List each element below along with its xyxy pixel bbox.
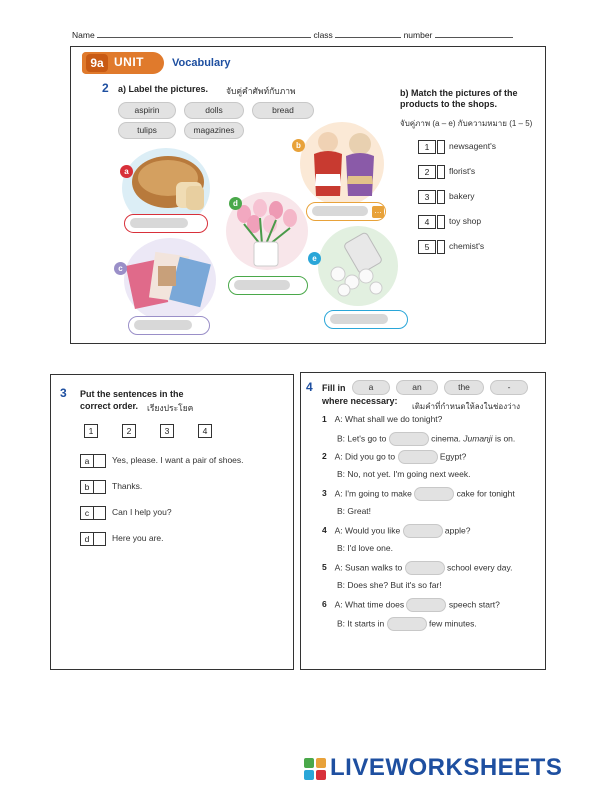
item-3-a — [322, 487, 515, 501]
dialogue-text: No, not yet. I'm going next week. — [347, 469, 471, 479]
dialogue-text: cinema. — [431, 433, 461, 444]
option-pill: an — [396, 380, 438, 395]
part-a-thai: จับคู่คำศัพท์กับภาพ — [226, 86, 296, 96]
part-b-instruction: b) Match the pictures of the products to the shops. — [400, 88, 518, 109]
unit-number: 9a — [86, 54, 108, 72]
shop-name: newsagent's — [449, 141, 496, 151]
shop-answer-box[interactable] — [437, 240, 445, 254]
magazines-image — [126, 244, 214, 316]
option-pill: a — [352, 380, 390, 395]
dialogue-text: Does she? But it's so far! — [347, 580, 442, 590]
speaker-label: A: — [334, 562, 343, 573]
unit-badge — [82, 52, 164, 74]
sentence-letter: a — [80, 454, 94, 468]
fill-blank[interactable] — [414, 487, 454, 501]
dialogue-text: school every day. — [446, 562, 513, 573]
answer-box-c[interactable] — [128, 316, 210, 335]
dialogue-text: speech start? — [448, 599, 500, 610]
picture-letter-b: b — [292, 139, 305, 152]
shop-number: 3 — [418, 190, 436, 204]
item-6-b — [337, 617, 477, 631]
answer-box-d[interactable] — [228, 276, 308, 295]
speaker-label: A: — [334, 488, 343, 499]
dialogue-text: What time does — [345, 599, 405, 610]
speaker-label: B: — [337, 618, 346, 629]
section-title: Vocabulary — [172, 57, 231, 69]
word-pill: dolls — [184, 102, 244, 119]
order-number: 2 — [122, 424, 136, 438]
sentence-text: Can I help you? — [112, 507, 172, 517]
item-5-a — [322, 561, 512, 575]
dialogue-text: Let's go to — [347, 433, 387, 444]
sentence-text: Yes, please. I want a pair of shoes. — [112, 455, 244, 465]
shop-name: florist's — [449, 166, 476, 176]
item-number: 3 — [322, 488, 327, 499]
answer-box-e[interactable] — [324, 310, 408, 329]
sentence-letter: c — [80, 506, 94, 520]
dialogue-text: I'd love one. — [347, 543, 393, 553]
sentence-text: Thanks. — [112, 481, 143, 491]
ex4-fill-in-label: Fill in — [322, 383, 346, 393]
bread-image — [128, 152, 208, 216]
liveworksheets-logo-icon — [304, 758, 326, 780]
unit-word: UNIT — [114, 55, 144, 69]
sentence-answer-box[interactable] — [93, 480, 106, 494]
speaker-label: B: — [337, 580, 346, 590]
shop-number: 1 — [418, 140, 436, 154]
fill-blank[interactable] — [406, 598, 446, 612]
item-4-b — [337, 543, 393, 553]
ex3-instruction-line1: Put the sentences in the — [80, 389, 184, 399]
fill-blank[interactable] — [405, 561, 445, 575]
dialogue-text: Susan walks to — [345, 562, 403, 573]
dialogue-text: cake for tonight — [456, 488, 515, 499]
number-field[interactable] — [435, 30, 513, 38]
dialogue-text: It starts in — [347, 618, 385, 629]
item-4-a — [322, 524, 470, 538]
picture-letter-e: e — [308, 252, 321, 265]
class-field[interactable] — [335, 30, 401, 38]
speaker-label: B: — [337, 469, 346, 479]
word-pill: tulips — [118, 122, 176, 139]
class-label: class — [313, 30, 333, 40]
dolls-image — [304, 124, 384, 204]
word-pill: bread — [252, 102, 314, 119]
fill-blank[interactable] — [389, 432, 429, 446]
item-number: 6 — [322, 599, 327, 610]
shop-number: 2 — [418, 165, 436, 179]
exercise-number: 4 — [306, 380, 313, 394]
shop-number: 5 — [418, 240, 436, 254]
item-number: 5 — [322, 562, 327, 573]
sentence-order-section — [50, 374, 294, 670]
option-pill: - — [490, 380, 528, 395]
shop-name: bakery — [449, 191, 475, 201]
exercise-number: 2 — [102, 81, 109, 95]
aspirin-image — [322, 230, 396, 302]
fill-blank[interactable] — [403, 524, 443, 538]
picture-letter-c: c — [114, 262, 127, 275]
dialogue-text: Would you like — [345, 525, 401, 536]
dialogue-text: Great! — [347, 506, 372, 516]
ex4-where-necessary: where necessary: — [322, 396, 398, 406]
ex3-instruction-line2: correct order. — [80, 401, 139, 411]
item-number: 4 — [322, 525, 327, 536]
picture-letter-d: d — [229, 197, 242, 210]
item-3-b — [337, 506, 371, 516]
part-a-instruction: a) Label the pictures. — [118, 84, 209, 94]
speaker-label: B: — [337, 506, 346, 516]
shop-name: chemist's — [449, 241, 485, 251]
order-number: 4 — [198, 424, 212, 438]
shop-answer-box[interactable] — [437, 140, 445, 154]
speaker-label: B: — [337, 543, 346, 553]
shop-answer-box[interactable] — [437, 165, 445, 179]
sentence-answer-box[interactable] — [93, 506, 106, 520]
speaker-label: A: — [334, 525, 343, 536]
sentence-answer-box[interactable] — [93, 532, 106, 546]
dialogue-text: Did you go to — [345, 451, 396, 462]
sentence-text: Here you are. — [112, 533, 164, 543]
answer-box-a[interactable] — [124, 214, 208, 233]
word-pill: aspirin — [118, 102, 176, 119]
speaker-label: A: — [334, 414, 343, 424]
exercise-number: 3 — [60, 386, 67, 400]
shop-answer-box[interactable] — [437, 190, 445, 204]
dialogue-text: What shall we do tonight? — [345, 414, 443, 424]
speaker-label: A: — [334, 451, 343, 462]
item-5-b — [337, 580, 442, 590]
item-number: 1 — [322, 414, 327, 424]
part-b-thai: จับคู่ภาพ (a – e) กับความหมาย (1 – 5) — [400, 119, 533, 128]
more-options-icon[interactable]: … — [372, 206, 384, 218]
sentence-letter: b — [80, 480, 94, 494]
fill-blank[interactable] — [387, 617, 427, 631]
item-6-a — [322, 598, 500, 612]
item-1-b — [337, 432, 515, 446]
option-pill: the — [444, 380, 484, 395]
speaker-label: B: — [337, 433, 346, 444]
name-label: Name — [72, 30, 95, 40]
ex3-thai: เรียงประโยค — [147, 403, 194, 413]
liveworksheets-brand: LIVEWORKSHEETS — [330, 754, 563, 781]
name-field[interactable] — [97, 30, 311, 38]
order-number: 3 — [160, 424, 174, 438]
student-info-line — [72, 30, 513, 40]
dialogue-text: I'm going to make — [345, 488, 412, 499]
speaker-label: A: — [334, 599, 343, 610]
dialogue-text: Egypt? — [439, 451, 467, 462]
movie-title: Jumanji — [463, 433, 493, 444]
ex4-thai: เติมคำที่กำหนดให้ลงในช่องว่าง — [412, 402, 520, 411]
shop-answer-box[interactable] — [437, 215, 445, 229]
picture-letter-a: a — [120, 165, 133, 178]
dialogue-text: is on. — [494, 433, 516, 444]
item-2-b — [337, 469, 470, 479]
order-number: 1 — [84, 424, 98, 438]
fill-blank[interactable] — [398, 450, 438, 464]
shop-name: toy shop — [449, 216, 482, 226]
sentence-answer-box[interactable] — [93, 454, 106, 468]
shop-number: 4 — [418, 215, 436, 229]
dialogue-text: few minutes. — [429, 618, 477, 629]
word-pill: magazines — [184, 122, 244, 139]
item-number: 2 — [322, 451, 327, 462]
sentence-letter: d — [80, 532, 94, 546]
item-2-a — [322, 450, 466, 464]
number-label: number — [403, 30, 433, 40]
dialogue-text: apple? — [444, 525, 471, 536]
item-1-a — [322, 414, 442, 424]
